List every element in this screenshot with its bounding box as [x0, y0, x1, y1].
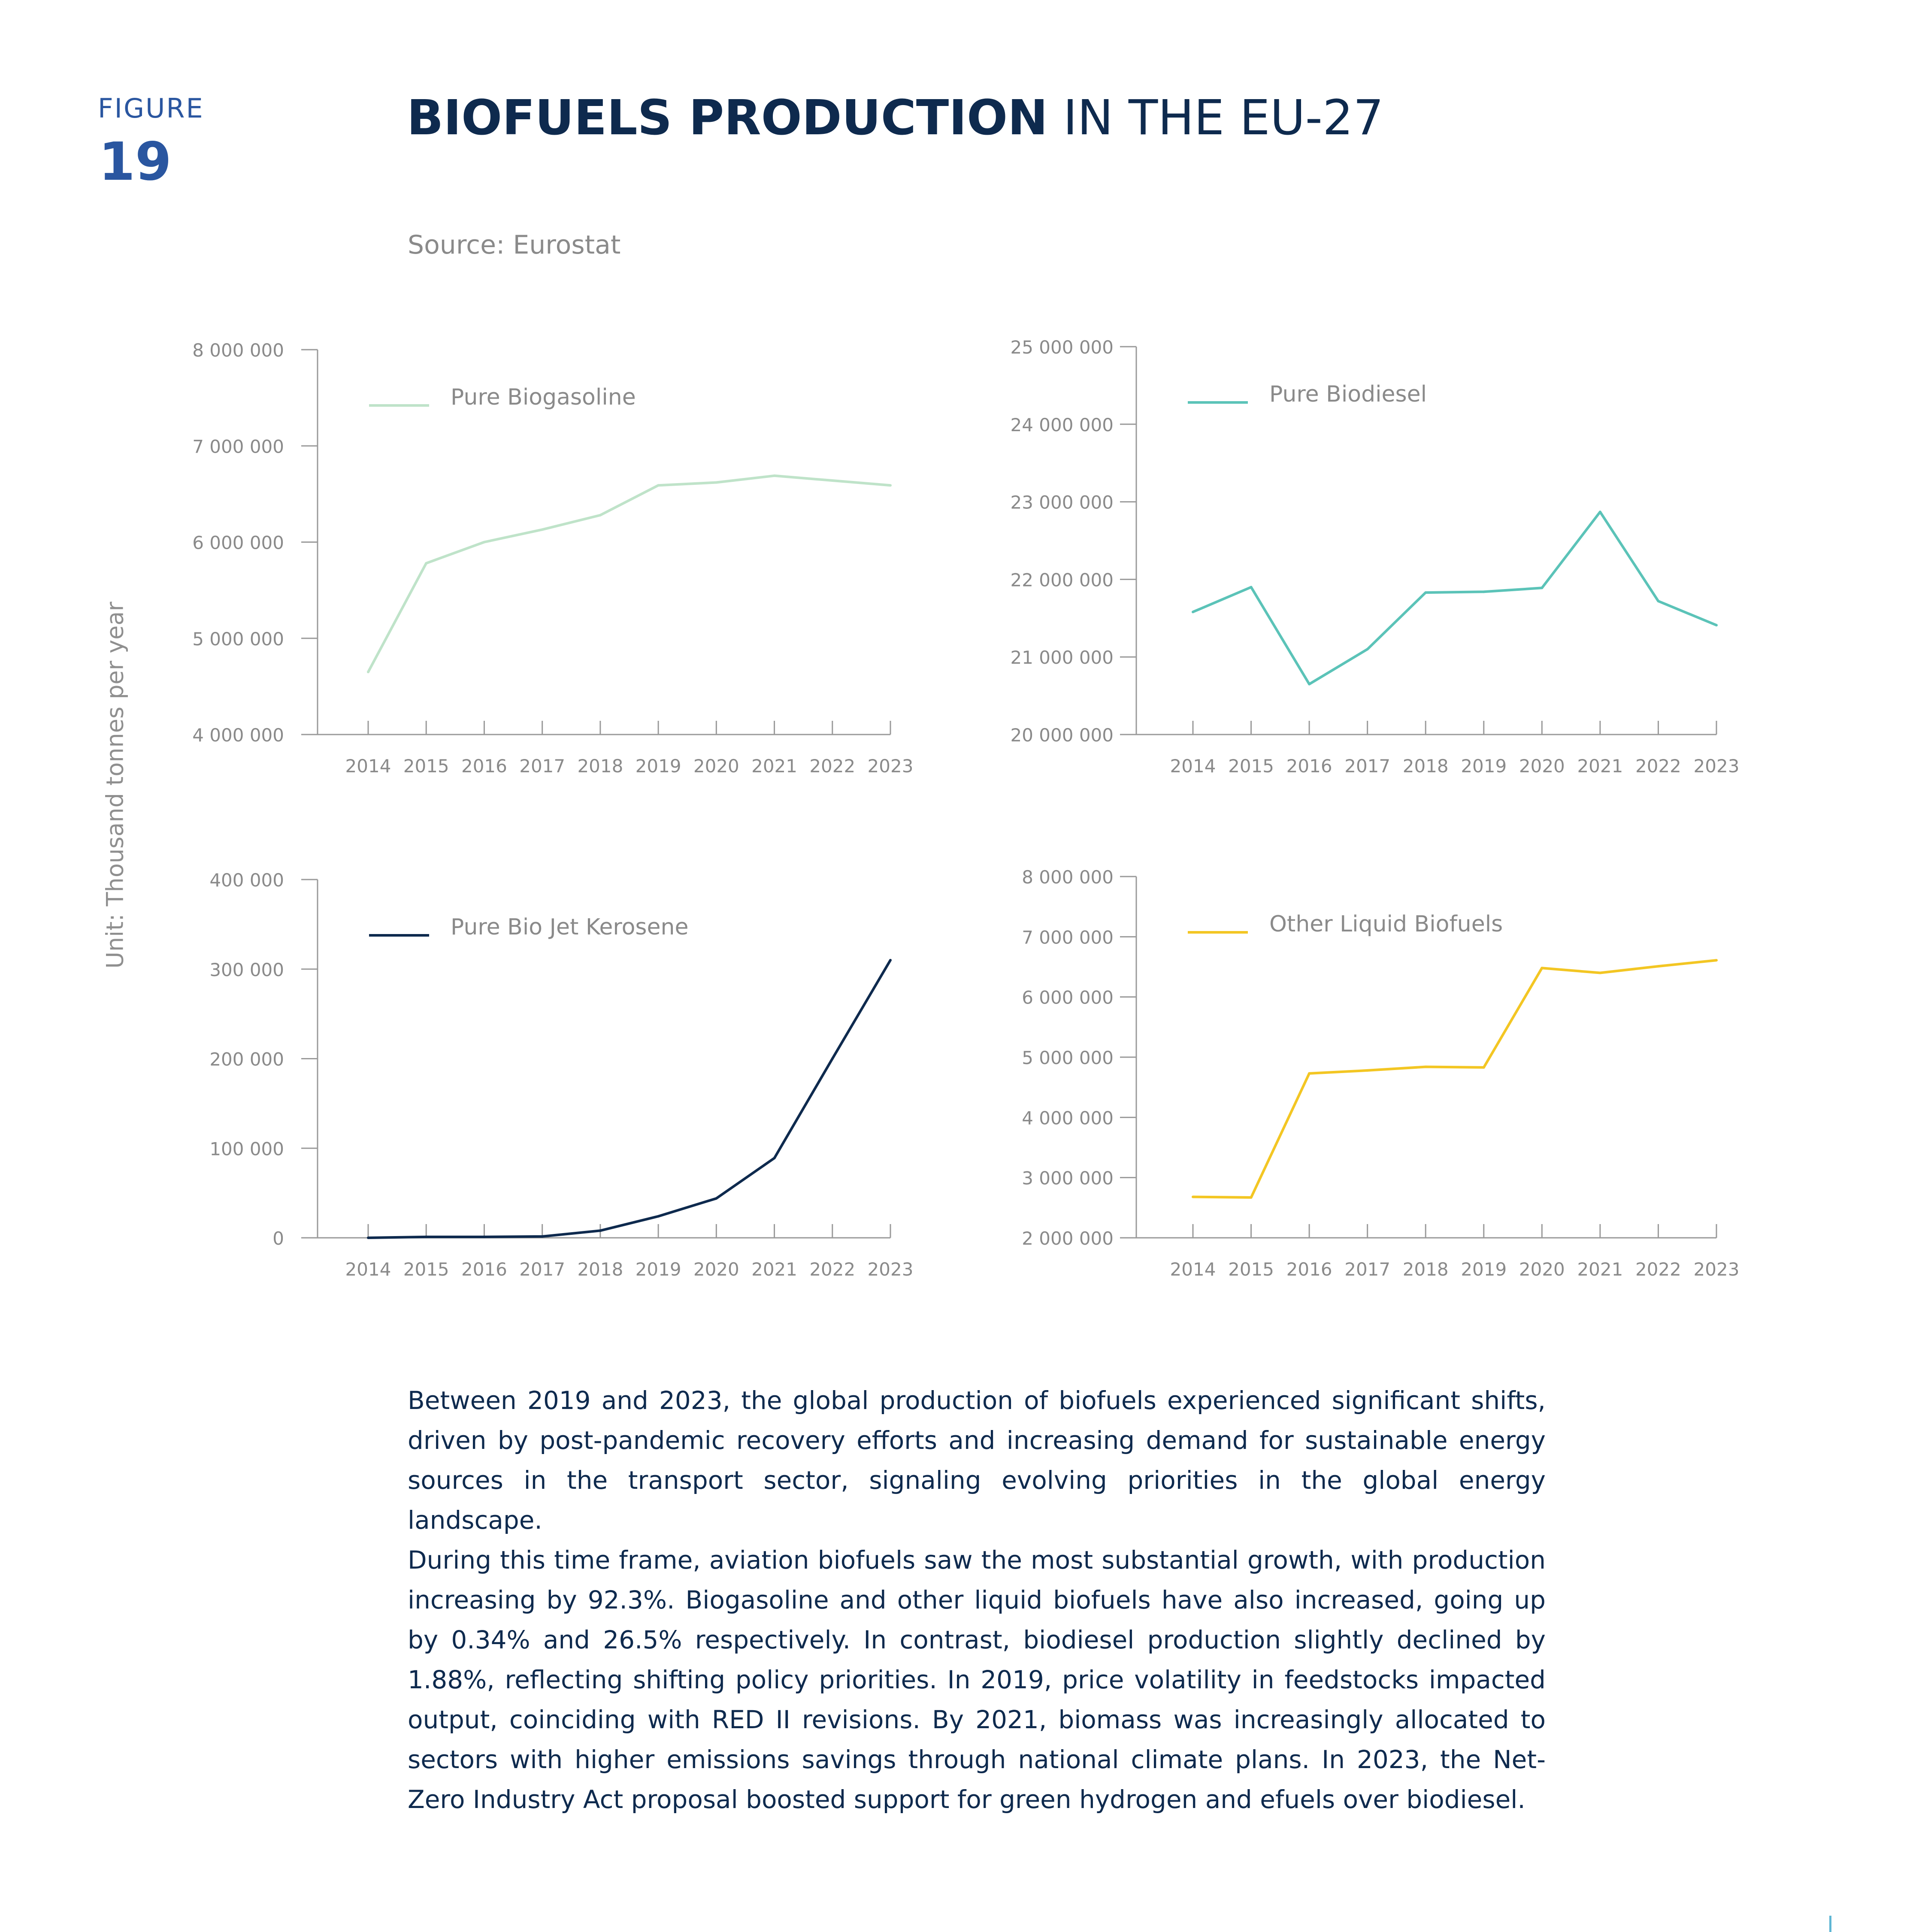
data-point [599, 1229, 602, 1232]
y-tick-label: 5 000 000 [1022, 1047, 1114, 1068]
data-point [773, 1157, 776, 1159]
legend-label: Other Liquid Biofuels [1269, 911, 1503, 937]
figure-number: 19 [99, 131, 172, 192]
data-point [483, 541, 485, 544]
y-tick-label: 100 000 [209, 1138, 284, 1160]
series-line [368, 960, 890, 1238]
x-tick-label: 2020 [693, 1259, 739, 1280]
x-tick-label: 2022 [809, 1259, 856, 1280]
x-tick-label: 2014 [1170, 1259, 1216, 1280]
x-tick-label: 2018 [577, 756, 623, 777]
data-point [1657, 600, 1659, 602]
figure-label: FIGURE [98, 93, 204, 124]
y-tick-label: 21 000 000 [1010, 647, 1114, 668]
y-tick-label: 20 000 000 [1010, 725, 1114, 746]
y-tick-label: 7 000 000 [1022, 927, 1114, 948]
y-tick-label: 300 000 [209, 959, 284, 980]
x-tick-label: 2022 [1635, 1259, 1681, 1280]
y-tick-label: 4 000 000 [1022, 1107, 1114, 1129]
y-tick-label: 400 000 [209, 870, 284, 891]
data-point [1192, 611, 1194, 613]
x-tick-label: 2021 [1577, 756, 1623, 777]
data-point [367, 671, 369, 673]
x-tick-label: 2015 [1228, 756, 1274, 777]
x-tick-label: 2018 [1402, 1259, 1449, 1280]
unit-axis-label: Unit: Thousand tonnes per year [101, 602, 129, 969]
x-tick-label: 2014 [345, 1259, 391, 1280]
data-point [541, 1235, 544, 1238]
data-point [1308, 1072, 1311, 1075]
x-tick-label: 2014 [1170, 756, 1216, 777]
x-tick-label: 2015 [403, 1259, 449, 1280]
x-tick-label: 2018 [1402, 756, 1449, 777]
y-tick-label: 22 000 000 [1010, 569, 1114, 591]
x-tick-label: 2017 [519, 756, 566, 777]
data-point [715, 1197, 717, 1200]
data-point [773, 475, 776, 477]
data-point [1599, 511, 1601, 513]
data-point [541, 528, 544, 531]
x-tick-label: 2022 [1635, 756, 1681, 777]
x-tick-label: 2020 [1519, 1259, 1565, 1280]
x-tick-label: 2022 [809, 756, 856, 777]
paragraph-1: Between 2019 and 2023, the global production of biofuels experienced significant shifts, driven by post-pandemic recovery efforts and increasing demand for sustainable energy sources in the transport sector, signaling evolving priorities in the global energy landscape. [408, 1386, 1546, 1535]
series-line [368, 476, 890, 672]
y-tick-label: 200 000 [209, 1049, 284, 1070]
x-tick-label: 2015 [403, 756, 449, 777]
x-tick-label: 2017 [519, 1259, 566, 1280]
x-tick-label: 2021 [751, 1259, 798, 1280]
y-tick-label: 0 [272, 1228, 284, 1249]
y-tick-label: 7 000 000 [192, 436, 284, 457]
data-point [1366, 1069, 1369, 1072]
page-marker [1829, 1916, 1831, 1932]
y-tick-label: 2 000 000 [1022, 1228, 1114, 1249]
data-point [599, 514, 602, 517]
series-line [1193, 960, 1716, 1197]
data-point [889, 959, 892, 961]
data-point [715, 481, 717, 484]
data-point [889, 484, 892, 487]
x-tick-label: 2016 [461, 756, 507, 777]
source-note: Source: Eurostat [408, 230, 621, 260]
title-bold: BIOFUELS PRODUCTION [407, 90, 1048, 146]
x-tick-label: 2023 [867, 1259, 914, 1280]
x-tick-label: 2016 [1286, 1259, 1332, 1280]
data-point [1250, 1196, 1253, 1199]
data-point [1715, 624, 1718, 626]
data-point [1599, 972, 1601, 974]
data-point [657, 1215, 660, 1218]
data-point [1424, 591, 1427, 594]
y-tick-label: 4 000 000 [192, 725, 284, 746]
data-point [367, 1237, 369, 1239]
x-tick-label: 2019 [635, 756, 681, 777]
x-tick-label: 2019 [1461, 756, 1507, 777]
paragraph-2: During this time frame, aviation biofuels saw the most substantial growth, with production increasing by 92.3%. Biogasoline and other liquid biofuels have also increased, going up by 0.34% and 26.5% respectively. In contrast, biodiesel production slightly declined by 1.88%, reflecting shifting policy priorities. In 2019, price volatility in feedstocks impacted output, coinciding with RED II revisions. By 2021, biomass was increasingly allocated to sectors with higher emissions savings through national climate plans. In 2023, the Net-Zero Industry Act proposal boosted support for green hydrogen and efuels over biodiesel. [408, 1545, 1546, 1814]
x-tick-label: 2019 [1461, 1259, 1507, 1280]
x-tick-label: 2018 [577, 1259, 623, 1280]
data-point [425, 1236, 427, 1238]
data-point [1483, 590, 1485, 593]
y-tick-label: 23 000 000 [1010, 492, 1114, 513]
y-tick-label: 3 000 000 [1022, 1167, 1114, 1189]
data-point [1657, 965, 1659, 968]
x-tick-label: 2020 [693, 756, 739, 777]
data-point [1424, 1065, 1427, 1068]
legend-label: Pure Bio Jet Kerosene [451, 914, 689, 940]
data-point [657, 484, 660, 487]
y-tick-label: 8 000 000 [192, 340, 284, 361]
x-tick-label: 2020 [1519, 756, 1565, 777]
legend-label: Pure Biodiesel [1269, 381, 1427, 407]
legend-label: Pure Biogasoline [451, 384, 636, 410]
x-tick-label: 2021 [1577, 1259, 1623, 1280]
series-line [1193, 512, 1716, 684]
y-tick-label: 8 000 000 [1022, 867, 1114, 888]
title-regular: IN THE EU-27 [1047, 90, 1384, 146]
x-tick-label: 2014 [345, 756, 391, 777]
x-tick-label: 2016 [1286, 756, 1332, 777]
data-point [1483, 1066, 1485, 1069]
x-tick-label: 2015 [1228, 1259, 1274, 1280]
x-tick-label: 2023 [1693, 1259, 1740, 1280]
data-point [831, 1058, 834, 1060]
x-tick-label: 2019 [635, 1259, 681, 1280]
x-tick-label: 2021 [751, 756, 798, 777]
x-tick-label: 2017 [1344, 1259, 1391, 1280]
x-tick-label: 2016 [461, 1259, 507, 1280]
data-point [1541, 967, 1543, 969]
y-tick-label: 6 000 000 [192, 532, 284, 553]
x-tick-label: 2017 [1344, 756, 1391, 777]
data-point [1715, 959, 1718, 961]
data-point [483, 1236, 485, 1238]
y-tick-label: 25 000 000 [1010, 337, 1114, 358]
data-point [1192, 1196, 1194, 1198]
x-tick-label: 2023 [1693, 756, 1740, 777]
y-tick-label: 5 000 000 [192, 628, 284, 650]
y-tick-label: 6 000 000 [1022, 987, 1114, 1008]
data-point [831, 479, 834, 482]
x-tick-label: 2023 [867, 756, 914, 777]
data-point [1308, 683, 1311, 685]
data-point [1250, 586, 1253, 588]
data-point [425, 562, 427, 565]
data-point [1366, 648, 1369, 650]
data-point [1541, 587, 1543, 589]
y-tick-label: 24 000 000 [1010, 414, 1114, 435]
